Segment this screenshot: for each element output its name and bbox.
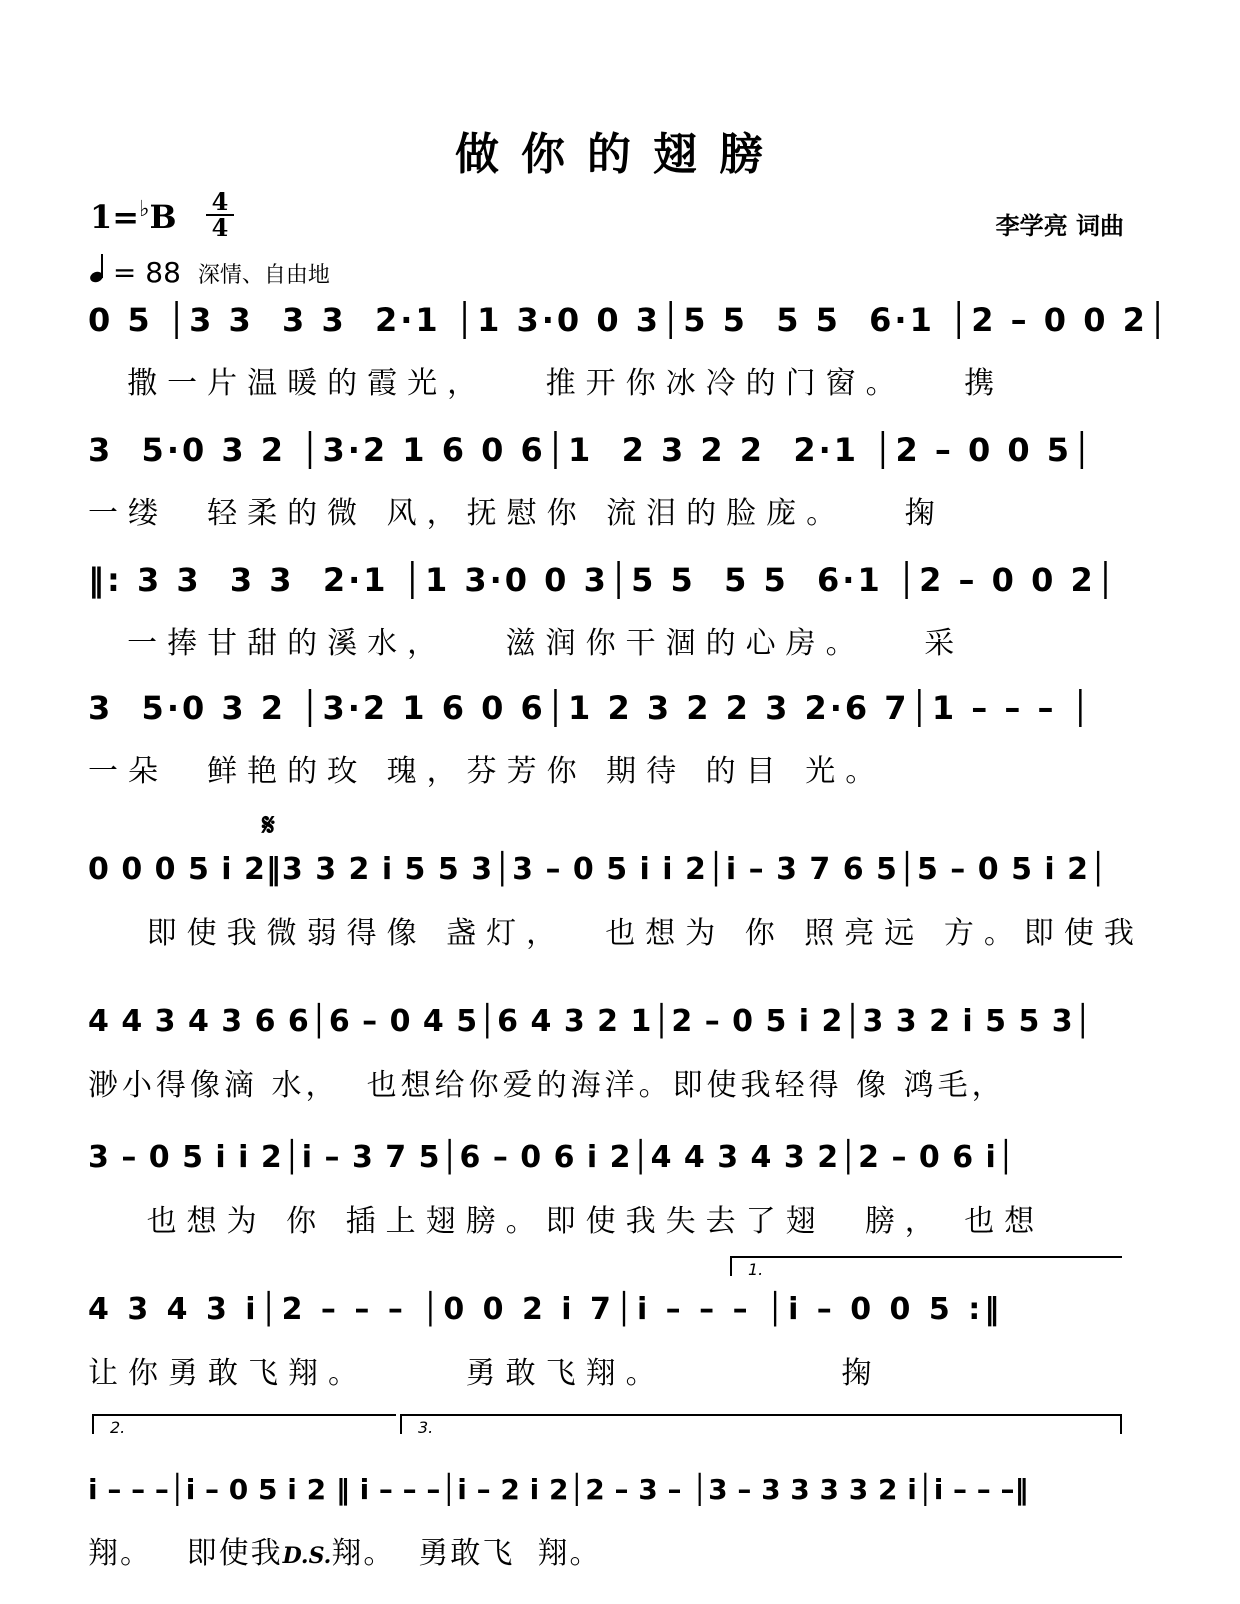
volta-2-label: 2. [110,1418,126,1437]
notation-line: i – – –│i – 0 5 i 2 ‖ i – – –│i – 2 i 2│2 – 3 – │3 – 3 3 3 3 2 i│i – – –‖ [88,1473,1029,1506]
notation-line: 3 – 0 5 i i 2│i – 3 7 5│6 – 0 6 i 2│4 4 3 4 3 2│2 – 0 6 i│ [88,1140,1016,1175]
expression-mark: 深情、自由地 [197,263,330,288]
volta-1-bracket [730,1256,1122,1279]
author-credit: 李学亮 词曲 [995,212,1124,240]
quarter-note-icon [90,254,104,282]
flat-sign: ♭ [139,196,150,222]
lyrics-line: 让你勇敢飞翔。 勇敢飞翔。 掬 [88,1356,882,1391]
notation-line: 4 4 3 4 3 6 6│6 – 0 4 5│6 4 3 2 1│2 – 0 5 i 2│3 3 2 i 5 5 3│ [88,1004,1093,1039]
segno-icon: 𝄋 [262,808,275,843]
notation-line: 0 5 │3 3 3 3 2·1 │1 3·0 0 3│5 5 5 5 6·1 │2 – 0 0 2│ [88,301,1171,339]
time-signature [206,187,234,242]
tempo-mark [90,254,330,289]
key-prefix: 1= [90,198,140,236]
lyrics-line: 渺小得像滴 水， 也想给你爱的海洋。即使我轻得 像 鸿毛， [88,1068,1006,1103]
notation-line: 3 5·0 3 2 │3·2 1 6 0 6│1 2 3 2 2 3 2·6 7│1 – – – │ [88,689,1093,727]
time-bottom: 4 [206,214,234,240]
song-title: 做你的翅膀 [455,129,785,180]
lyrics-line [88,1528,1130,1572]
volta-3-bracket [400,1414,1122,1437]
time-top: 4 [211,187,229,216]
lyrics-line: 一捧甘甜的溪水， 滋润你干涸的心房。 采 [88,626,965,661]
notation-line: 4 3 4 3 i│2 – – – │0 0 2 i 7│i – – – │i – 0 0 5 :‖ [88,1292,1004,1327]
lyrics-line: 即使我微弱得像 盏灯， 也想为 你 照亮远 方。即使我 [88,916,1144,951]
lyrics-line: 一缕 轻柔的微 风，抚慰你 流泪的脸庞。 掬 [88,496,945,531]
notation-line: 0 0 0 5 i 2‖3 3 2 i 5 5 3│3 – 0 5 i i 2│i – 3 7 6 5│5 – 0 5 i 2│ [88,852,1109,887]
volta-2-bracket [92,1414,396,1437]
lyrics-part-b: 翔。 勇敢飞 翔。 [331,1536,602,1571]
notation-line: ‖: 3 3 3 3 2·1 │1 3·0 0 3│5 5 5 5 6·1 │2 – 0 0 2│ [88,561,1118,599]
key-signature [90,196,177,236]
volta-3-label: 3. [418,1418,434,1437]
key-note: B [149,198,177,236]
lyrics-line: 也想为 你 插上翅膀。即使我失去了翅 膀， 也想 [88,1204,1045,1239]
tempo-value: = 88 [112,256,181,289]
lyrics-part-a: 翔。 即使我 [88,1536,283,1571]
volta-1-label: 1. [748,1260,764,1279]
dal-segno-mark: D.S. [282,1543,332,1569]
lyrics-line: 撒一片温暖的霞光， 推开你冰冷的门窗。 携 [88,366,1005,401]
notation-line: 3 5·0 3 2 │3·2 1 6 0 6│1 2 3 2 2 2·1 │2 – 0 0 5│ [88,431,1095,469]
lyrics-line: 一朵 鲜艳的玫 瑰，芬芳你 期待 的目 光。 [88,754,886,789]
